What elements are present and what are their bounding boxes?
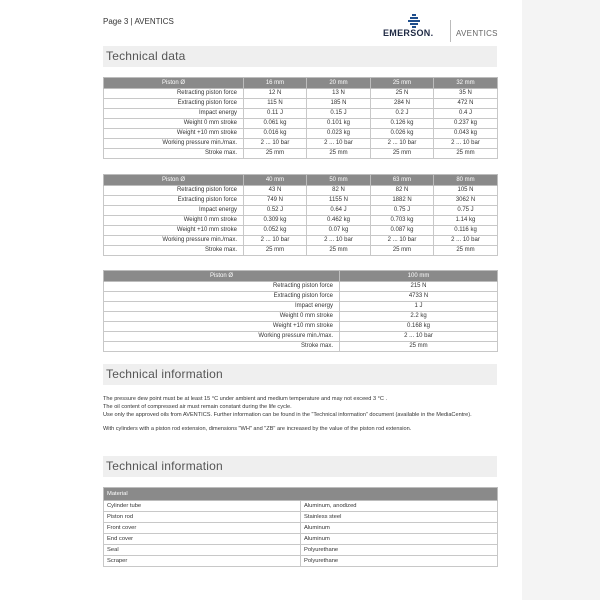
table-cell: 25 mm <box>244 246 307 256</box>
info-line: Use only the approved oils from AVENTICS. Further information can be found in the “Technical information” document (available in the MediaCentre). <box>103 412 472 419</box>
table-row <box>104 216 498 226</box>
section-technical-information-materials <box>103 456 497 477</box>
table-cell: 25 mm <box>434 149 498 159</box>
table-cell: 0.043 kg <box>434 129 498 139</box>
component-name: Front cover <box>104 523 301 534</box>
page-edge <box>522 0 600 600</box>
table-cell: 0.026 kg <box>371 129 434 139</box>
table-cell: 2 ... 10 bar <box>244 236 307 246</box>
table-cell: 35 N <box>434 89 498 99</box>
table-cell: 1882 N <box>371 196 434 206</box>
column-header-size: 50 mm <box>307 175 371 186</box>
table-header-row <box>104 78 498 89</box>
table-cell: 0.087 kg <box>371 226 434 236</box>
table-cell: 2 ... 10 bar <box>371 236 434 246</box>
table-cell: 0.462 kg <box>307 216 371 226</box>
row-label: Weight +10 mm stroke <box>104 322 340 332</box>
table-cell: 0.2 J <box>371 109 434 119</box>
table-cell: 0.309 kg <box>244 216 307 226</box>
row-label: Stroke max. <box>104 246 244 256</box>
table-row <box>104 186 498 196</box>
table-row <box>104 332 498 342</box>
material-value: Aluminum, anodized <box>301 501 498 512</box>
info-line: With cylinders with a piston rod extension, dimensions "WH" and "ZB" are increased by the value of the piston rod extension. <box>103 425 412 432</box>
table-row <box>104 292 498 302</box>
table-cell: 0.64 J <box>307 206 371 216</box>
table-cell: 25 mm <box>371 246 434 256</box>
table-row <box>104 139 498 149</box>
table-row <box>104 149 498 159</box>
row-label: Extracting piston force <box>104 292 340 302</box>
material-value: Aluminum <box>301 534 498 545</box>
table-cell: 0.116 kg <box>434 226 498 236</box>
table-cell: 0.237 kg <box>434 119 498 129</box>
table-cell: 25 mm <box>307 149 371 159</box>
row-label: Stroke max. <box>104 149 244 159</box>
table-cell: 25 N <box>371 89 434 99</box>
emerson-aventics-logo <box>383 14 511 42</box>
table-cell: 1155 N <box>307 196 371 206</box>
materials-table <box>103 487 498 567</box>
table-cell: 0.168 kg <box>340 322 498 332</box>
aventics-wordmark: AVENTICS <box>456 29 498 38</box>
info-line: The pressure dew point must be at least 15 °C under ambient and medium temperature and may not exceed 3 °C . <box>103 396 388 402</box>
table-cell: 12 N <box>244 89 307 99</box>
column-header-size: 16 mm <box>244 78 307 89</box>
table-cell: 0.101 kg <box>307 119 371 129</box>
table-row <box>104 236 498 246</box>
table-cell: 0.75 J <box>434 206 498 216</box>
row-label: Working pressure min./max. <box>104 236 244 246</box>
table-cell: 3062 N <box>434 196 498 206</box>
table-cell: 2 ... 10 bar <box>307 139 371 149</box>
logo-divider <box>450 20 451 42</box>
row-label: Weight 0 mm stroke <box>104 312 340 322</box>
column-header-size: 80 mm <box>434 175 498 186</box>
table-cell: 472 N <box>434 99 498 109</box>
emerson-logo-mark-icon <box>408 14 420 28</box>
row-label: Extracting piston force <box>104 99 244 109</box>
row-label: Weight 0 mm stroke <box>104 119 244 129</box>
component-name: Piston rod <box>104 512 301 523</box>
section-technical-data <box>103 46 497 67</box>
table-row <box>104 129 498 139</box>
column-header-size: 63 mm <box>371 175 434 186</box>
table-cell: 105 N <box>434 186 498 196</box>
table-row <box>104 109 498 119</box>
table-cell: 0.703 kg <box>371 216 434 226</box>
section-technical-information <box>103 364 497 385</box>
table-cell: 0.061 kg <box>244 119 307 129</box>
table-cell: 13 N <box>307 89 371 99</box>
row-label: Impact energy <box>104 302 340 312</box>
component-name: Scraper <box>104 556 301 567</box>
table-row <box>104 226 498 236</box>
table-cell: 284 N <box>371 99 434 109</box>
column-header-piston: Piston Ø <box>104 271 340 282</box>
material-value: Polyurethane <box>301 545 498 556</box>
table-cell: 82 N <box>371 186 434 196</box>
component-name: Cylinder tube <box>104 501 301 512</box>
table-cell: 25 mm <box>340 342 498 352</box>
table-cell: 749 N <box>244 196 307 206</box>
table-row <box>104 312 498 322</box>
table-cell: 25 mm <box>244 149 307 159</box>
table-cell: 2.2 kg <box>340 312 498 322</box>
table-cell: 4733 N <box>340 292 498 302</box>
column-header-size: 32 mm <box>434 78 498 89</box>
row-label: Working pressure min./max. <box>104 332 340 342</box>
technical-information-text <box>103 395 497 433</box>
table-cell: 0.11 J <box>244 109 307 119</box>
materials-header: Material <box>104 488 498 501</box>
table-cell: 2 ... 10 bar <box>371 139 434 149</box>
table-cell: 2 ... 10 bar <box>340 332 498 342</box>
table-row <box>104 342 498 352</box>
row-label: Weight 0 mm stroke <box>104 216 244 226</box>
row-label: Retracting piston force <box>104 186 244 196</box>
table-header-row <box>104 175 498 186</box>
table-cell: 0.52 J <box>244 206 307 216</box>
row-label: Working pressure min./max. <box>104 139 244 149</box>
table-row <box>104 246 498 256</box>
material-value: Stainless steel <box>301 512 498 523</box>
table-row <box>104 501 498 512</box>
table-cell: 0.016 kg <box>244 129 307 139</box>
table-cell: 115 N <box>244 99 307 109</box>
table-cell: 0.023 kg <box>307 129 371 139</box>
row-label: Weight +10 mm stroke <box>104 129 244 139</box>
emerson-wordmark: EMERSON. <box>383 28 434 38</box>
table-cell: 1.14 kg <box>434 216 498 226</box>
column-header-size: 25 mm <box>371 78 434 89</box>
column-header-size: 20 mm <box>307 78 371 89</box>
table-row <box>104 512 498 523</box>
table-row <box>104 99 498 109</box>
page-number-header: Page 3 | AVENTICS <box>103 17 174 26</box>
row-label: Extracting piston force <box>104 196 244 206</box>
component-name: End cover <box>104 534 301 545</box>
column-header-size: 100 mm <box>340 271 498 282</box>
technical-data-table-1 <box>103 77 498 159</box>
table-cell: 2 ... 10 bar <box>244 139 307 149</box>
table-cell: 1 J <box>340 302 498 312</box>
row-label: Impact energy <box>104 206 244 216</box>
table-cell: 2 ... 10 bar <box>307 236 371 246</box>
section-title: Technical information <box>106 459 223 473</box>
section-title: Technical information <box>106 367 223 381</box>
table-cell: 0.15 J <box>307 109 371 119</box>
row-label: Impact energy <box>104 109 244 119</box>
table-row <box>104 282 498 292</box>
table-row <box>104 206 498 216</box>
table-cell: 2 ... 10 bar <box>434 139 498 149</box>
table-row <box>104 534 498 545</box>
technical-data-table-3 <box>103 270 498 352</box>
table-cell: 25 mm <box>434 246 498 256</box>
table-cell: 25 mm <box>371 149 434 159</box>
table-cell: 0.4 J <box>434 109 498 119</box>
row-label: Stroke max. <box>104 342 340 352</box>
table-row <box>104 556 498 567</box>
table-row <box>104 89 498 99</box>
row-label: Retracting piston force <box>104 89 244 99</box>
column-header-size: 40 mm <box>244 175 307 186</box>
column-header-piston: Piston Ø <box>104 78 244 89</box>
table-row <box>104 545 498 556</box>
table-row <box>104 196 498 206</box>
table-header-row <box>104 488 498 501</box>
table-cell: 25 mm <box>307 246 371 256</box>
table-cell: 215 N <box>340 282 498 292</box>
table-cell: 185 N <box>307 99 371 109</box>
table-cell: 0.75 J <box>371 206 434 216</box>
table-header-row <box>104 271 498 282</box>
component-name: Seal <box>104 545 301 556</box>
table-row <box>104 523 498 534</box>
table-cell: 82 N <box>307 186 371 196</box>
table-cell: 0.07 kg <box>307 226 371 236</box>
material-value: Aluminum <box>301 523 498 534</box>
table-row <box>104 302 498 312</box>
info-line: The oil content of compressed air must remain constant during the life cycle. <box>103 404 292 411</box>
table-row <box>104 119 498 129</box>
row-label: Retracting piston force <box>104 282 340 292</box>
table-cell: 0.052 kg <box>244 226 307 236</box>
material-value: Polyurethane <box>301 556 498 567</box>
row-label: Weight +10 mm stroke <box>104 226 244 236</box>
table-cell: 0.126 kg <box>371 119 434 129</box>
column-header-piston: Piston Ø <box>104 175 244 186</box>
technical-data-table-2 <box>103 174 498 256</box>
section-title: Technical data <box>106 49 186 63</box>
table-cell: 43 N <box>244 186 307 196</box>
table-cell: 2 ... 10 bar <box>434 236 498 246</box>
table-row <box>104 322 498 332</box>
